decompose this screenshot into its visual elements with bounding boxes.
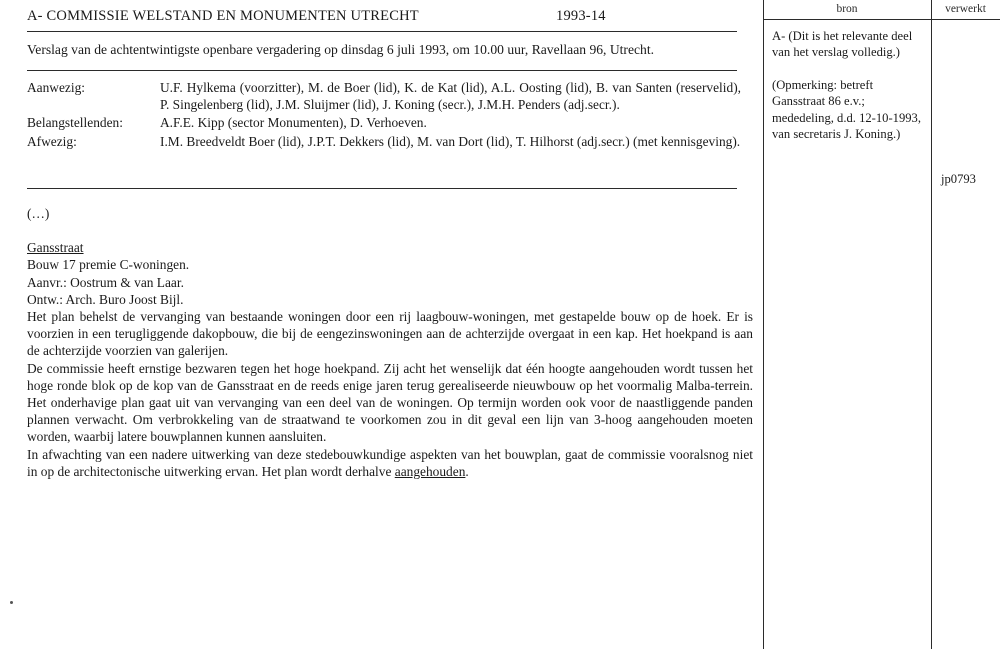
body-line: Ontw.: Arch. Buro Joost Bijl.: [27, 291, 184, 307]
attendance-row: [27, 80, 741, 113]
spacer: [27, 222, 753, 239]
body-line: Aanvr.: Oostrum & van Laar.: [27, 274, 184, 290]
ink-mark: [10, 601, 13, 604]
attendance-value: U.F. Hylkema (voorzitter), M. de Boer (lid), K. de Kat (lid), A.L. Oosting (lid), B. van Santen (reservelid), P. Singelenberg (lid), J.M. Sluijmer (lid), J. Koning (secr.), J.M.H. Penders (adj.secr.).: [160, 80, 741, 112]
attendance-value: A.F.E. Kipp (sector Monumenten), D. Verhoeven.: [160, 115, 427, 131]
bron-note-2: (Opmerking: betreft Gansstraat 86 e.v.; mededeling, d.d. 12-10-1993, van secretaris J. Koning.): [772, 77, 921, 142]
attendance-label: Belangstellenden:: [27, 115, 123, 131]
ellipsis-marker: (…): [27, 206, 50, 221]
bron-column-content: [772, 28, 924, 142]
rule-below-subtitle: [27, 70, 737, 71]
paragraph-3-underlined-term: aangehouden: [394, 463, 466, 479]
column-header-rule: [763, 19, 1000, 20]
main-column-divider: [763, 0, 764, 649]
body-paragraph-2: De commissie heeft ernstige bezwaren tegen het hoge hoekpand. Zij acht het wenselijk dat één hoogte aangehouden wordt tussen het hoge ronde blok op de kop van de Gansstraat en de reeds enige jaren terug gerealiseerde nieuwbouw op het voormalig Malba-terrein. Het onderhavige plan gaat uit van vervanging van een deel van de woningen. Op termijn worden ook voor de naastliggende panden plannen verwacht. Om verbrokkeling van de straatwand te voorkomen zou in dit geval een lijn van 3-hoog aangehouden moeten worden, waarbij latere bouwplannen kunnen aansluiten.: [27, 360, 753, 445]
attendance-block: [27, 80, 741, 152]
document-code: 1993-14: [556, 8, 606, 24]
bron-verwerkt-divider: [931, 0, 932, 649]
document-title: A- COMMISSIE WELSTAND EN MONUMENTEN UTRECHT: [27, 8, 419, 24]
rule-below-title: [27, 31, 737, 32]
section-heading-gansstraat: Gansstraat: [27, 240, 84, 256]
attendance-label: Aanwezig:: [27, 80, 86, 95]
verwerkt-column-content: jp0793: [941, 172, 976, 186]
bron-note-1: A- (Dit is het relevante deel van het verslag volledig.): [772, 29, 913, 60]
body-paragraph-1: Het plan behelst de vervanging van bestaande woningen door een rij laagbouw-woningen, met gestapelde bouw op de hoek. Er is voorzien in een terugliggende dakopbouw, die bij de eengezinswoningen aan de achterzijde overgaat in een kap. Het hoekpand is aan de achterzijde voorzien van galerijen.: [27, 309, 753, 359]
paragraph-3-text-post: .: [465, 463, 469, 479]
attendance-label: Afwezig:: [27, 133, 77, 149]
verwerkt-column-header: verwerkt: [945, 3, 986, 15]
meeting-subtitle: Verslag van de achtentwintigste openbare vergadering op dinsdag 6 juli 1993, om 10.00 uur, Ravellaan 96, Utrecht.: [27, 42, 654, 57]
body-paragraph-3: [27, 446, 753, 480]
paragraph-3-text-pre: In afwachting van een nadere uitwerking van deze stedebouwkundige aspekten van het bouwplan, gaat de commissie vooralsnog niet in op de architectonische uitwerking ervan. Het plan wordt derhalve: [27, 446, 753, 479]
document-title-row: [27, 8, 737, 25]
rule-below-attendance: [27, 188, 737, 189]
attendance-row: [27, 134, 741, 151]
body-line: Bouw 17 premie C-woningen.: [27, 257, 190, 273]
attendance-value: I.M. Breedveldt Boer (lid), J.P.T. Dekkers (lid), M. van Dort (lid), T. Hilhorst (adj.secr.) (met kennisgeving).: [160, 133, 741, 149]
report-body: [27, 205, 753, 480]
spacer: [772, 61, 924, 77]
attendance-row: [27, 115, 741, 132]
bron-column-header: bron: [836, 3, 858, 15]
